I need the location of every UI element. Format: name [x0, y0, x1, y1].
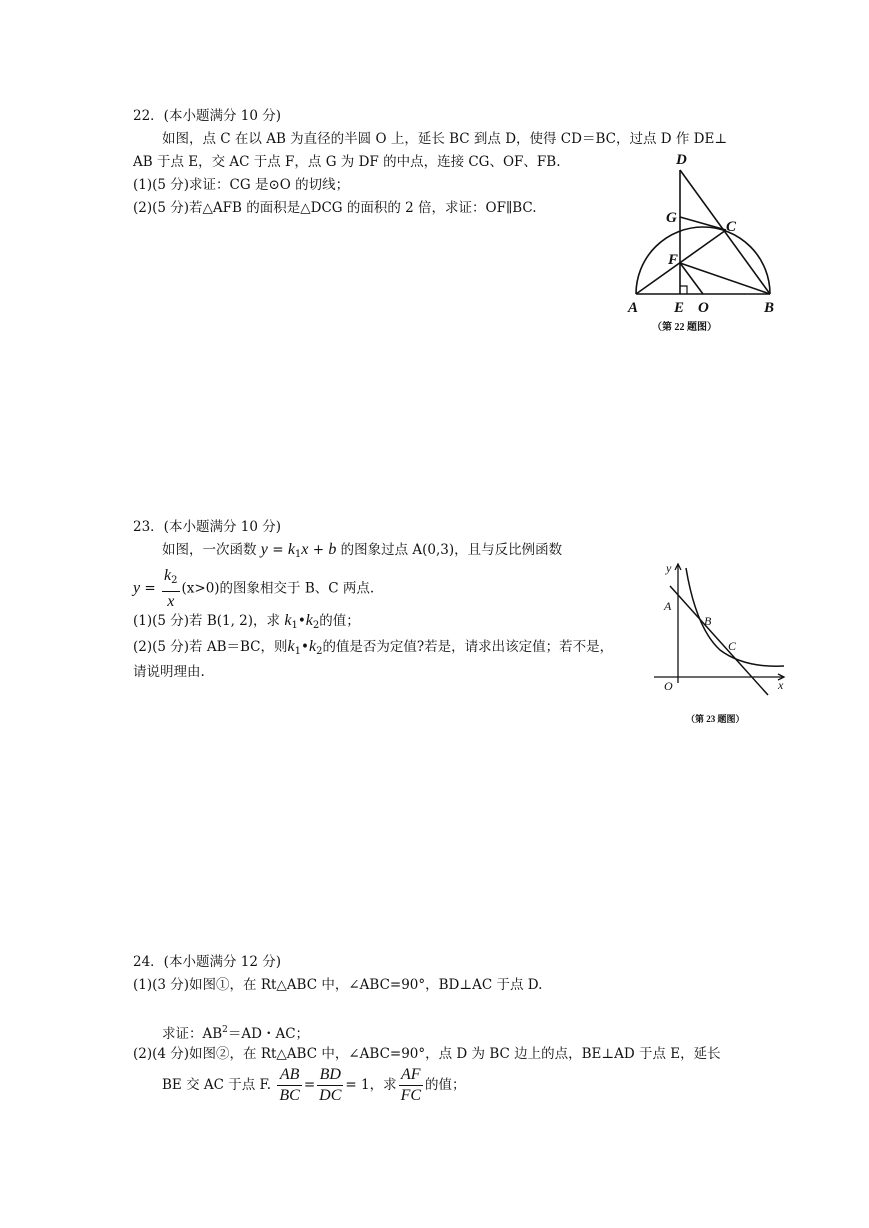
q23-line1-text-b: 的图象过点 A(0,3)，且与反比例函数 [340, 542, 563, 558]
q22-label-a: A [628, 300, 639, 316]
q23-line1 [162, 541, 562, 564]
q23-part1-dot: • [297, 613, 306, 629]
q22-part2: (2)(5 分)若△AFB 的面积是△DCG 的面积的 2 倍，求证：OF∥BC. [133, 200, 537, 216]
q23-fraction-k2-x [162, 566, 179, 612]
q24-frac3-num: AF [399, 1065, 423, 1086]
q24-fraction-ab-bc [277, 1065, 301, 1106]
q23-part2-k2-sub: 2 [316, 646, 323, 657]
q23-eq-plus: + [308, 542, 329, 558]
q23-label-o: O [664, 679, 673, 693]
q23-part1 [133, 612, 360, 635]
q22-label-d: D [676, 152, 687, 168]
q24-part2b-text-b: ，求 [369, 1077, 397, 1093]
q24-prove-text-b: ＝AD・AC； [227, 1026, 310, 1042]
q23-part2-text-a: (2)(5 分)若 AB＝BC，则 [133, 639, 288, 655]
q23-part1-k1: k [284, 612, 292, 629]
q22-line2: AB 于点 E，交 AC 于点 F，点 G 为 DF 的中点，连接 CG、OF、FB. [133, 154, 561, 170]
q23-header: 23．(本小题满分 10 分) [133, 519, 281, 535]
q23-line2-y: y [133, 579, 141, 597]
q22-line1: 如图，点 C 在以 AB 为直径的半圆 O 上，延长 BC 到点 D，使得 CD＝BC，过点 D 作 DE⊥ [162, 131, 728, 147]
q23-figure [648, 558, 793, 733]
q23-eq-b: b [328, 541, 337, 558]
q24-frac3-den: FC [400, 1087, 422, 1104]
q23-frac-num-k: k [164, 567, 172, 584]
q24-eq1: = [303, 1077, 316, 1093]
q22-segment-fb [680, 263, 770, 294]
q23-part1-k2: k [305, 612, 313, 629]
q22-right-angle-mark [680, 286, 687, 294]
q23-eq-x: x [301, 541, 309, 558]
q22-part1: (1)(5 分)求证：CG 是⊙O 的切线； [133, 177, 350, 193]
q23-frac-num-sub: 2 [171, 575, 178, 586]
q23-label-b: B [704, 614, 712, 628]
q23-label-c: C [728, 639, 737, 653]
q23-part2-line2: 请说明理由. [133, 664, 205, 680]
q23-label-y: y [666, 561, 672, 575]
q23-part1-text-a: (1)(5 分)若 B(1, 2)，求 [133, 613, 281, 629]
q23-label-a: A [664, 599, 672, 613]
q23-frac-den: x [167, 593, 175, 610]
q24-part2b-text-c: 的值； [425, 1077, 466, 1093]
q22-segment-db [680, 170, 770, 294]
q24-eq2: = 1 [345, 1077, 370, 1093]
q23-figure-caption: （第 23 题图） [686, 714, 745, 724]
q24-frac2-den: DC [319, 1087, 342, 1104]
q23-linear-graph [670, 586, 768, 695]
q22-label-g: G [666, 210, 677, 226]
q23-part1-k1-sub: 1 [291, 620, 298, 631]
q24-fraction-bd-dc [317, 1065, 343, 1106]
q23-part2-k1-sub: 1 [294, 646, 301, 657]
q23-part2-dot: • [300, 639, 309, 655]
q22-label-b: B [764, 300, 775, 316]
q22-segment-ac [636, 230, 726, 294]
q22-label-c: C [726, 219, 737, 235]
q23-part2-text-b: 的值是否为定值?若是，请求出该定值；若不是， [322, 639, 614, 655]
q24-frac2-num: BD [317, 1065, 343, 1086]
q23-line2-equals: = [140, 580, 161, 597]
q22-semicircle [636, 227, 770, 294]
q23-part2-k2: k [308, 638, 317, 655]
q23-part2-k1: k [287, 638, 295, 655]
q22-label-o: O [698, 300, 709, 316]
q22-header: 22．(本小题满分 10 分) [133, 108, 281, 124]
q23-eq-y: y [260, 541, 268, 558]
q23-label-x: x [778, 678, 784, 692]
q23-part1-k2-sub: 2 [312, 620, 320, 631]
q22-label-f: F [668, 252, 679, 268]
q23-line1-text-a: 如图，一次函数 [162, 542, 257, 558]
q23-line2-rest: (x>0)的图象相交于 B、C 两点. [181, 580, 375, 597]
q23-eq-k-sub: 1 [294, 549, 302, 560]
q23-part1-text-b: 的值； [319, 613, 360, 629]
q22-label-e: E [674, 300, 685, 316]
q24-part2: (2)(4 分)如图②，在 Rt△ABC 中，∠ABC=90°，点 D 为 BC 边上的点，BE⊥AD 于点 E，延长 [133, 1046, 721, 1062]
q24-prove-text-a: 求证：AB [162, 1026, 223, 1042]
q23-eq-equals: = [267, 542, 288, 558]
q24-part2-line2 [162, 1062, 466, 1108]
q22-figure-caption: （第 22 题图） [652, 322, 717, 333]
q23-line2 [133, 566, 374, 612]
q24-frac1-den: BC [279, 1087, 300, 1104]
q22-figure [620, 150, 790, 340]
q24-fraction-af-fc [399, 1065, 423, 1106]
q24-part1: (1)(3 分)如图①，在 Rt△ABC 中，∠ABC=90°，BD⊥AC 于点 D. [133, 977, 543, 993]
q24-frac1-num: AB [277, 1065, 301, 1086]
q23-eq-k: k [287, 541, 295, 558]
q24-part2b-text-a: BE 交 AC 于点 F. [162, 1077, 272, 1093]
q23-part2 [133, 638, 613, 661]
q24-prove-sup: 2 [222, 1025, 228, 1035]
q24-header: 24．(本小题满分 12 分) [133, 954, 281, 970]
q24-prove [162, 1021, 309, 1043]
